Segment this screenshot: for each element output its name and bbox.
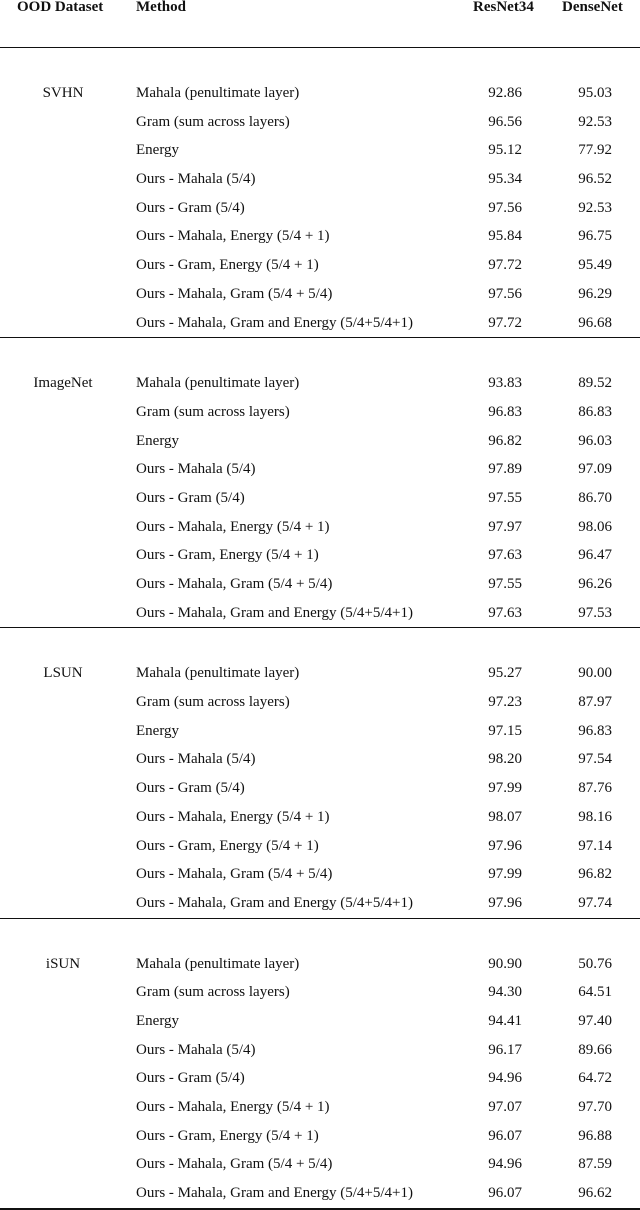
method-cell: Ours - Mahala, Energy (5/4 + 1) xyxy=(136,228,330,245)
table-row xyxy=(0,79,640,108)
resnet34-cell: 97.89 xyxy=(488,461,522,478)
header-ood-dataset: OOD Dataset xyxy=(17,0,104,15)
densenet-cell: 92.53 xyxy=(578,199,612,216)
densenet-cell: 98.06 xyxy=(578,518,612,535)
table-row xyxy=(0,659,640,688)
table-row xyxy=(0,280,640,309)
resnet34-cell: 95.12 xyxy=(488,142,522,159)
table-row xyxy=(0,832,640,861)
table-row xyxy=(0,803,640,832)
densenet-cell: 87.97 xyxy=(578,694,612,711)
method-cell: Ours - Mahala, Gram (5/4 + 5/4) xyxy=(136,1156,333,1173)
header-resnet34: ResNet34 xyxy=(473,0,534,15)
resnet34-cell: 92.86 xyxy=(488,85,522,101)
resnet34-cell: 97.15 xyxy=(488,722,522,739)
resnet34-cell: 95.34 xyxy=(488,171,522,188)
table-row xyxy=(0,541,640,570)
method-cell: Mahala (penultimate layer) xyxy=(136,375,300,392)
table-row xyxy=(0,1064,640,1093)
method-cell: Ours - Gram, Energy (5/4 + 1) xyxy=(136,837,319,854)
resnet34-cell: 97.56 xyxy=(488,199,522,216)
table-row xyxy=(0,570,640,599)
resnet34-cell: 97.97 xyxy=(488,518,522,535)
resnet34-cell: 97.96 xyxy=(488,837,522,854)
table-row xyxy=(0,978,640,1007)
densenet-cell: 97.74 xyxy=(578,894,612,911)
resnet34-cell: 96.82 xyxy=(488,432,522,449)
densenet-cell: 96.29 xyxy=(578,285,612,302)
densenet-cell: 98.16 xyxy=(578,808,612,825)
densenet-cell: 96.75 xyxy=(578,228,612,245)
table-row xyxy=(0,889,640,918)
method-cell: Ours - Mahala (5/4) xyxy=(136,1041,256,1058)
table-row xyxy=(0,222,640,251)
resnet34-cell: 96.07 xyxy=(488,1127,522,1144)
densenet-cell: 96.82 xyxy=(578,866,612,883)
resnet34-cell: 94.30 xyxy=(488,984,522,1001)
method-cell: Ours - Mahala, Gram and Energy (5/4+5/4+1) xyxy=(136,894,413,911)
method-cell: Mahala (penultimate layer) xyxy=(136,85,300,101)
resnet34-cell: 97.99 xyxy=(488,780,522,797)
method-cell: Ours - Mahala (5/4) xyxy=(136,751,256,768)
table-row xyxy=(0,1093,640,1122)
method-cell: Ours - Mahala, Energy (5/4 + 1) xyxy=(136,808,330,825)
resnet34-cell: 97.23 xyxy=(488,694,522,711)
table-row xyxy=(0,108,640,137)
table-row xyxy=(0,309,640,338)
table-row xyxy=(0,688,640,717)
method-cell: Ours - Mahala, Gram (5/4 + 5/4) xyxy=(136,285,333,302)
resnet34-cell: 95.27 xyxy=(488,665,522,682)
method-cell: Energy xyxy=(136,722,180,739)
table-row xyxy=(0,950,640,979)
method-cell: Ours - Mahala (5/4) xyxy=(136,171,256,188)
resnet34-cell: 97.63 xyxy=(488,547,522,564)
method-cell: Energy xyxy=(136,1012,180,1029)
densenet-cell: 89.66 xyxy=(578,1041,612,1058)
method-cell: Ours - Gram (5/4) xyxy=(136,489,245,506)
resnet34-cell: 96.07 xyxy=(488,1185,522,1202)
dataset-label: iSUN xyxy=(45,955,81,972)
method-cell: Ours - Mahala, Gram (5/4 + 5/4) xyxy=(136,576,333,592)
method-cell: Ours - Mahala, Gram and Energy (5/4+5/4+1) xyxy=(136,604,413,621)
densenet-cell: 96.62 xyxy=(578,1185,612,1202)
densenet-cell: 97.14 xyxy=(578,837,612,854)
method-cell: Energy xyxy=(136,432,180,449)
densenet-cell: 64.51 xyxy=(578,984,612,1001)
dataset-section xyxy=(0,919,640,1210)
resnet34-cell: 93.83 xyxy=(488,375,522,392)
resnet34-cell: 97.72 xyxy=(488,257,522,274)
densenet-cell: 96.68 xyxy=(578,314,612,331)
table-row xyxy=(0,194,640,223)
densenet-cell: 97.40 xyxy=(578,1012,612,1029)
densenet-cell: 92.53 xyxy=(578,113,612,130)
table-row xyxy=(0,1007,640,1036)
table-row xyxy=(0,484,640,513)
densenet-cell: 77.92 xyxy=(578,142,612,159)
table-row xyxy=(0,251,640,280)
resnet34-cell: 97.55 xyxy=(488,576,522,592)
table-header xyxy=(0,0,640,48)
method-cell: Ours - Mahala, Energy (5/4 + 1) xyxy=(136,518,330,535)
densenet-cell: 95.03 xyxy=(578,85,612,101)
resnet34-cell: 95.84 xyxy=(488,228,522,245)
resnet34-cell: 96.56 xyxy=(488,113,522,130)
resnet34-cell: 97.56 xyxy=(488,285,522,302)
densenet-cell: 96.52 xyxy=(578,171,612,188)
densenet-cell: 96.26 xyxy=(578,576,612,592)
method-cell: Ours - Gram (5/4) xyxy=(136,1070,245,1087)
method-cell: Ours - Gram, Energy (5/4 + 1) xyxy=(136,547,319,564)
table-row xyxy=(0,717,640,746)
table-row xyxy=(0,1179,640,1208)
resnet34-cell: 97.55 xyxy=(488,489,522,506)
header-densenet: DenseNet xyxy=(562,0,623,15)
method-cell: Ours - Mahala, Gram (5/4 + 5/4) xyxy=(136,866,333,883)
resnet34-cell: 97.99 xyxy=(488,866,522,883)
method-cell: Energy xyxy=(136,142,180,159)
method-cell: Ours - Gram, Energy (5/4 + 1) xyxy=(136,1127,319,1144)
resnet34-cell: 98.07 xyxy=(488,808,522,825)
resnet34-cell: 94.41 xyxy=(488,1012,522,1029)
table-row xyxy=(0,455,640,484)
method-cell: Ours - Gram (5/4) xyxy=(136,199,245,216)
table-row xyxy=(0,369,640,398)
table-row xyxy=(0,427,640,456)
densenet-cell: 96.83 xyxy=(578,722,612,739)
header-method: Method xyxy=(136,0,186,15)
method-cell: Ours - Gram (5/4) xyxy=(136,780,245,797)
densenet-cell: 86.83 xyxy=(578,403,612,420)
densenet-cell: 90.00 xyxy=(578,665,612,682)
method-cell: Gram (sum across layers) xyxy=(136,403,290,420)
densenet-cell: 95.49 xyxy=(578,257,612,274)
resnet34-cell: 97.07 xyxy=(488,1099,522,1115)
table-row xyxy=(0,513,640,542)
method-cell: Gram (sum across layers) xyxy=(136,984,290,1001)
table-row xyxy=(0,745,640,774)
table-row xyxy=(0,165,640,194)
method-cell: Mahala (penultimate layer) xyxy=(136,665,300,682)
densenet-cell: 96.47 xyxy=(578,547,612,564)
densenet-cell: 96.88 xyxy=(578,1127,612,1144)
table-row xyxy=(0,599,640,628)
dataset-section xyxy=(0,48,640,338)
table-row xyxy=(0,860,640,889)
resnet34-cell: 90.90 xyxy=(488,955,522,972)
method-cell: Ours - Mahala, Gram and Energy (5/4+5/4+1) xyxy=(136,314,413,331)
method-cell: Ours - Mahala, Energy (5/4 + 1) xyxy=(136,1099,330,1115)
densenet-cell: 87.59 xyxy=(578,1156,612,1173)
densenet-cell: 97.70 xyxy=(578,1099,612,1115)
method-cell: Gram (sum across layers) xyxy=(136,113,290,130)
table-body xyxy=(0,48,640,1210)
resnet34-cell: 97.72 xyxy=(488,314,522,331)
densenet-cell: 96.03 xyxy=(578,432,612,449)
dataset-section xyxy=(0,628,640,918)
method-cell: Gram (sum across layers) xyxy=(136,694,290,711)
resnet34-cell: 97.63 xyxy=(488,604,522,621)
densenet-cell: 89.52 xyxy=(578,375,612,392)
densenet-cell: 97.54 xyxy=(578,751,612,768)
method-cell: Mahala (penultimate layer) xyxy=(136,955,300,972)
resnet34-cell: 96.17 xyxy=(488,1041,522,1058)
resnet34-cell: 98.20 xyxy=(488,751,522,768)
table-row xyxy=(0,136,640,165)
dataset-section xyxy=(0,338,640,628)
table-row xyxy=(0,774,640,803)
method-cell: Ours - Gram, Energy (5/4 + 1) xyxy=(136,257,319,274)
resnet34-cell: 96.83 xyxy=(488,403,522,420)
densenet-cell: 64.72 xyxy=(578,1070,612,1087)
method-cell: Ours - Mahala (5/4) xyxy=(136,461,256,478)
table-row xyxy=(0,1036,640,1065)
resnet34-cell: 94.96 xyxy=(488,1156,522,1173)
resnet34-cell: 94.96 xyxy=(488,1070,522,1087)
dataset-label: LSUN xyxy=(43,665,83,682)
dataset-label: ImageNet xyxy=(33,375,93,392)
densenet-cell: 97.09 xyxy=(578,461,612,478)
dataset-label: SVHN xyxy=(42,85,84,101)
densenet-cell: 86.70 xyxy=(578,489,612,506)
table-row xyxy=(0,1150,640,1179)
table-row xyxy=(0,1122,640,1151)
densenet-cell: 50.76 xyxy=(578,955,612,972)
densenet-cell: 87.76 xyxy=(578,780,612,797)
table-row xyxy=(0,398,640,427)
densenet-cell: 97.53 xyxy=(578,604,612,621)
method-cell: Ours - Mahala, Gram and Energy (5/4+5/4+1) xyxy=(136,1185,413,1202)
resnet34-cell: 97.96 xyxy=(488,894,522,911)
